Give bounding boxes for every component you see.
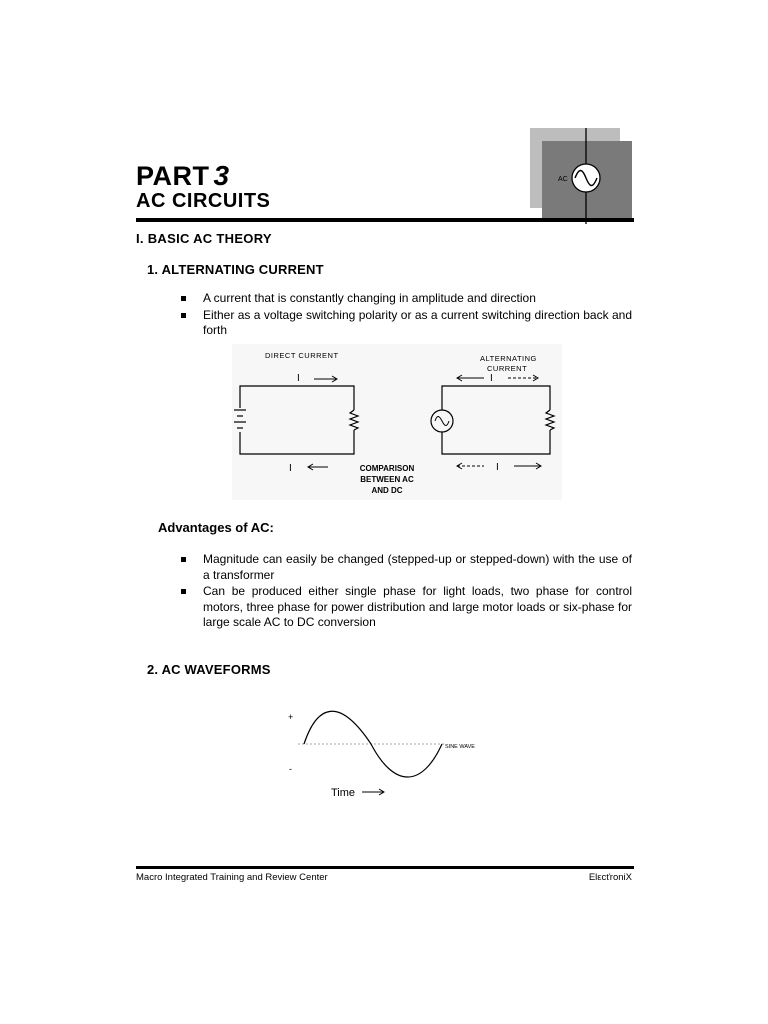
comparison-line3: AND DC [371, 486, 403, 495]
sine-wave-label: SINE WAVE [445, 744, 475, 750]
sine-wave-curve [304, 711, 442, 777]
ac-waveforms-heading: 2. AC WAVEFORMS [147, 662, 271, 677]
ac-current-top-label: I [490, 373, 493, 384]
alternating-current-list [181, 291, 632, 340]
part-title [136, 160, 230, 192]
minus-label: - [289, 764, 292, 774]
advantages-heading: Advantages of AC: [158, 520, 274, 535]
ac-label-line1: ALTERNATING [480, 354, 537, 363]
comparison-line2: BETWEEN AC [360, 475, 414, 484]
time-label: Time [331, 787, 356, 799]
bullet-icon [181, 589, 186, 594]
part-label: PART [136, 161, 210, 191]
list-item: A current that is constantly changing in amplitude and direction [181, 291, 632, 307]
bullet-icon [181, 557, 186, 562]
ac-label-line2: CURRENT [487, 364, 528, 373]
bullet-icon [181, 313, 186, 318]
footer-brand: ElεcťroniX [588, 872, 632, 883]
dc-current-top-label: I [297, 373, 300, 384]
list-item: Either as a voltage switching polarity or as a current switching direction back and forth [181, 308, 632, 339]
list-item: Can be produced either single phase for light loads, two phase for control motors, three phase for power distribution and large motor loads or six-phase for large scale AC to DC conversion [181, 584, 632, 631]
section-heading: I. BASIC AC THEORY [136, 231, 272, 246]
sine-wave-figure [282, 700, 482, 806]
logo-ac-label: AC [558, 176, 568, 183]
bullet-icon [181, 296, 186, 301]
chapter-title: AC CIRCUITS [136, 190, 271, 212]
title-divider [136, 218, 634, 222]
dc-label: DIRECT CURRENT [265, 351, 339, 360]
footer-organization: Macro Integrated Training and Review Center [136, 872, 328, 883]
ac-dc-circuit-figure [232, 344, 562, 500]
ac-current-bottom-label: I [496, 462, 499, 473]
alternating-current-heading: 1. ALTERNATING CURRENT [147, 262, 324, 277]
part-number: 3 [213, 160, 230, 191]
dc-current-bottom-label: I [289, 463, 292, 474]
footer-divider [136, 866, 634, 869]
ac-logo [528, 128, 634, 224]
list-item: Magnitude can easily be changed (stepped-up or stepped-down) with the use of a transformer [181, 552, 632, 583]
advantages-list [181, 552, 632, 632]
plus-label: + [288, 712, 294, 722]
comparison-line1: COMPARISON [359, 464, 415, 473]
